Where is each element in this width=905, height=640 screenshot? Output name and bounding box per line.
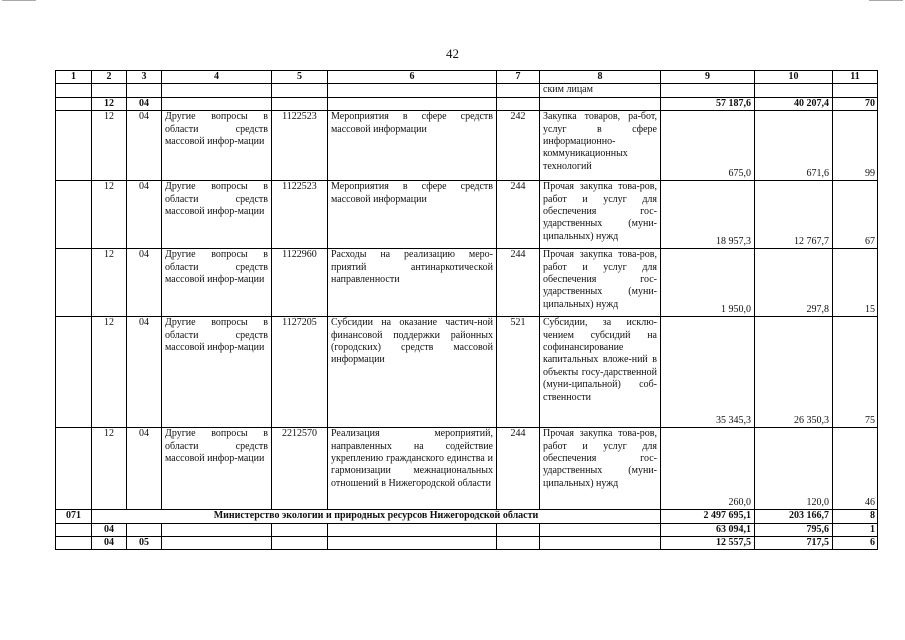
cell-amount-actual: 40 207,4 <box>755 97 833 110</box>
table-row <box>56 181 878 249</box>
cell-subsection: 04 <box>127 97 162 110</box>
cell-description: Расходы на реализацию меро-приятий антинаркотической направленности <box>328 249 497 317</box>
corner-mark-right <box>869 0 903 4</box>
cell-ministry-code: 071 <box>56 510 92 523</box>
column-header: 1 <box>56 71 92 84</box>
cell-subsection: 04 <box>127 181 162 249</box>
cell-percent: 70 <box>833 97 878 110</box>
cell-amount-actual: 717,5 <box>755 537 833 550</box>
subsection-row <box>56 97 878 110</box>
column-header: 4 <box>162 71 272 84</box>
cell-amount-planned: 2 497 695,1 <box>661 510 755 523</box>
column-header: 2 <box>92 71 127 84</box>
table-row <box>56 249 878 317</box>
cell-amount-actual: 795,6 <box>755 523 833 536</box>
cell-section-name: Другие вопросы в области средств массовой инфор-мации <box>162 111 272 181</box>
subsection-row <box>56 537 878 550</box>
cell-expense-code: 244 <box>497 428 540 510</box>
cell-amount-planned: 63 094,1 <box>661 523 755 536</box>
cell-percent: 6 <box>833 537 878 550</box>
cell-amount-planned: 57 187,6 <box>661 97 755 110</box>
cell-expense-type: Прочая закупка това-ров, работ и услуг для обеспечения гос-ударственных (муни-ципальных) нужд <box>540 249 661 317</box>
cell-percent: 75 <box>833 317 878 428</box>
continuation-row <box>56 84 878 97</box>
cell-subsection: 04 <box>127 111 162 181</box>
cell-section: 12 <box>92 111 127 181</box>
budget-table <box>55 70 878 550</box>
cell-percent: 8 <box>833 510 878 523</box>
column-header: 7 <box>497 71 540 84</box>
table-row <box>56 428 878 510</box>
cell-amount-planned: 18 957,3 <box>661 181 755 249</box>
table-row <box>56 111 878 181</box>
cell-section: 04 <box>92 537 127 550</box>
cell-description: Реализация мероприятий, направленных на содействие укреплению гражданского единства и гармонизации межнациональных отношений в Нижегородской области <box>328 428 497 510</box>
column-header: 6 <box>328 71 497 84</box>
cell-subsection: 04 <box>127 317 162 428</box>
column-header: 3 <box>127 71 162 84</box>
cell-description: Субсидии на оказание частич-ной финансовой поддержки районных (городских) средств массовой информации <box>328 317 497 428</box>
column-header: 5 <box>272 71 328 84</box>
cell-percent: 1 <box>833 523 878 536</box>
cell-section: 12 <box>92 181 127 249</box>
cell-amount-planned: 1 950,0 <box>661 249 755 317</box>
cell-amount-planned: 35 345,3 <box>661 317 755 428</box>
cell-description: Мероприятия в сфере средств массовой информации <box>328 181 497 249</box>
cell-expense-type: Закупка товаров, ра-бот, услуг в сфере информационно-коммуникационных технологий <box>540 111 661 181</box>
cell-target-code: 1127205 <box>272 317 328 428</box>
column-header: 10 <box>755 71 833 84</box>
cell-section: 12 <box>92 428 127 510</box>
cell-description: Мероприятия в сфере средств массовой информации <box>328 111 497 181</box>
cell-amount-planned: 12 557,5 <box>661 537 755 550</box>
column-header: 8 <box>540 71 661 84</box>
cell-expense-type: Прочая закупка това-ров, работ и услуг для обеспечения гос-ударственных (муни-ципальных) нужд <box>540 181 661 249</box>
cell-section-name: Другие вопросы в области средств массовой инфор-мации <box>162 181 272 249</box>
cell-target-code: 1122523 <box>272 111 328 181</box>
cell-subsection: 05 <box>127 537 162 550</box>
cell-section: 12 <box>92 249 127 317</box>
cell-expense-type: Прочая закупка това-ров, работ и услуг для обеспечения гос-ударственных (муни-ципальных) нужд <box>540 428 661 510</box>
column-header: 11 <box>833 71 878 84</box>
cell-percent: 99 <box>833 111 878 181</box>
cell-expense-code: 242 <box>497 111 540 181</box>
cell-amount-actual: 12 767,7 <box>755 181 833 249</box>
cell-ministry-name: Министерство экологии и природных ресурсов Нижегородской области <box>92 510 661 523</box>
corner-mark-left <box>2 0 36 4</box>
cell-section-name: Другие вопросы в области средств массовой инфор-мации <box>162 317 272 428</box>
cell-percent: 67 <box>833 181 878 249</box>
cell-section: 12 <box>92 97 127 110</box>
cell-expense-code: 244 <box>497 181 540 249</box>
cell-expense-code: 244 <box>497 249 540 317</box>
cell-percent: 46 <box>833 428 878 510</box>
cell-amount-actual: 120,0 <box>755 428 833 510</box>
cell-expense-code: 521 <box>497 317 540 428</box>
cell-target-code: 1122523 <box>272 181 328 249</box>
table-row <box>56 317 878 428</box>
cell-amount-actual: 26 350,3 <box>755 317 833 428</box>
cell-percent: 15 <box>833 249 878 317</box>
cell-subsection: 04 <box>127 428 162 510</box>
cell-amount-planned: 260,0 <box>661 428 755 510</box>
cell-section-name: Другие вопросы в области средств массовой инфор-мации <box>162 249 272 317</box>
cell-section-name: Другие вопросы в области средств массовой инфор-мации <box>162 428 272 510</box>
column-header: 9 <box>661 71 755 84</box>
cell-amount-actual: 297,8 <box>755 249 833 317</box>
cell-expense-type: ским лицам <box>540 84 661 97</box>
cell-section: 04 <box>92 523 127 536</box>
cell-expense-type: Субсидии, за исклю-чением субсидий на софинансирование капитальных вложе-ний в объекты госу-дарственной (муни-ципальной) соб-ственности <box>540 317 661 428</box>
header-row <box>56 71 878 84</box>
cell-amount-planned: 675,0 <box>661 111 755 181</box>
cell-section: 12 <box>92 317 127 428</box>
page-number: 42 <box>446 46 459 61</box>
cell-target-code: 2212570 <box>272 428 328 510</box>
cell-target-code: 1122960 <box>272 249 328 317</box>
ministry-row <box>56 510 878 523</box>
cell-subsection: 04 <box>127 249 162 317</box>
cell-amount-actual: 671,6 <box>755 111 833 181</box>
cell-amount-actual: 203 166,7 <box>755 510 833 523</box>
section-row <box>56 523 878 536</box>
